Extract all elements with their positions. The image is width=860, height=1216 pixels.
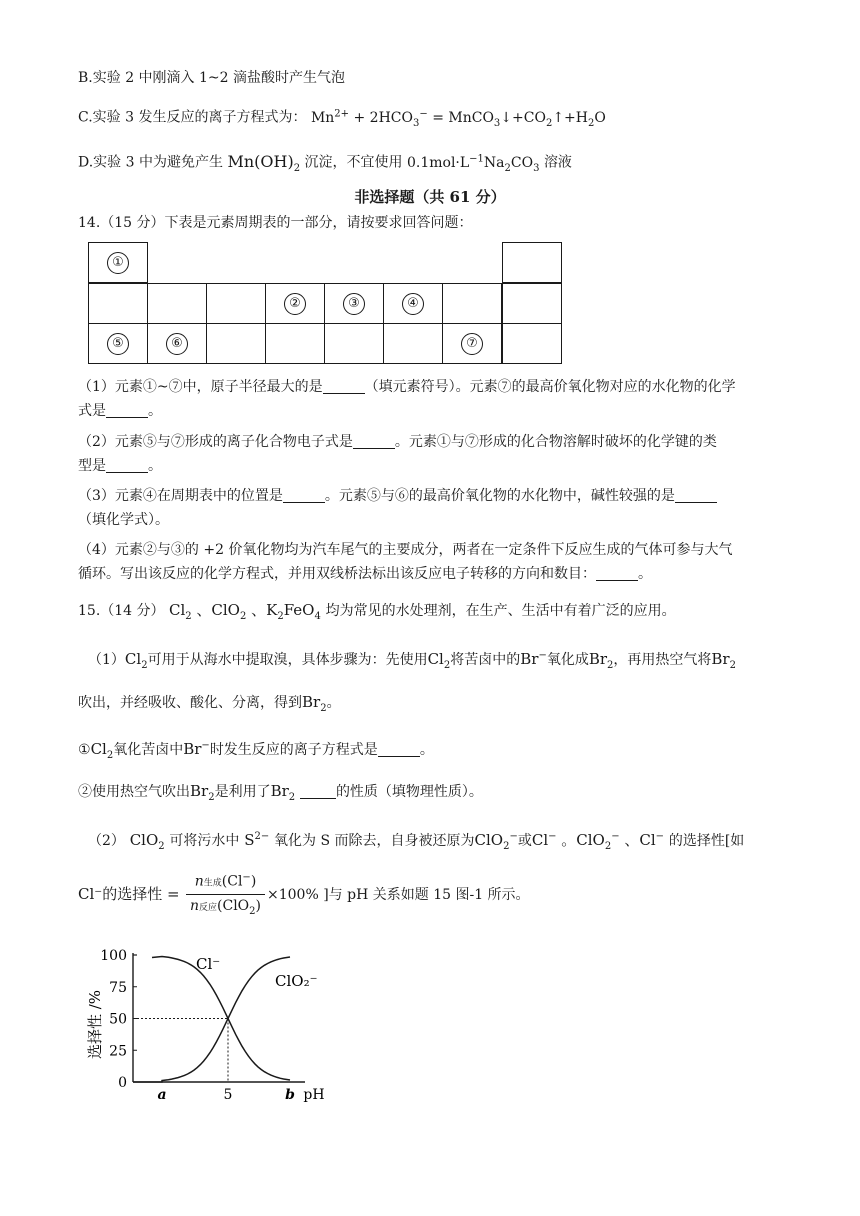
q14-p1b: （填元素符号）。元素⑦的最高价氧化物对应的水化物的化学 <box>364 379 736 395</box>
q14-part4-line1: （4）元素②与③的 +2 价氧化物均为汽车尾气的主要成分，两者在一定条件下反应生成的气体可参与大气 <box>78 542 733 558</box>
table-cell <box>88 283 148 324</box>
q15-p2e: 的选择性[如 <box>668 833 745 849</box>
q15-p1a: （1） <box>88 652 125 668</box>
q15-header <box>78 600 676 627</box>
table-cell <box>88 323 148 364</box>
q15-sub1c: 时发生反应的离子方程式是 <box>209 742 378 758</box>
table-cell <box>206 283 266 324</box>
q14-header: 14.（15 分）下表是元素周期表的一部分，请按要求回答问题： <box>78 215 473 231</box>
q14-p4b: 循环。写出该反应的化学方程式，并用双线桥法标出该反应电子转移的方向和数目： <box>78 566 596 582</box>
table-cell <box>206 323 266 364</box>
period: 。 <box>326 695 341 711</box>
option-d-suffix: 溶液 <box>543 154 572 171</box>
answer-blank[interactable] <box>378 742 420 757</box>
table-cell <box>502 323 562 364</box>
q15-p1b: 可用于从海水中提取溴，具体步骤为：先使用 <box>147 652 428 668</box>
y-axis-label: 选择性 /% <box>86 989 104 1060</box>
element-label-5: ⑤ <box>107 333 129 355</box>
table-cell <box>383 283 443 324</box>
answer-blank[interactable] <box>353 434 395 449</box>
q15-sub2: ②使用热空气吹出$Br_2$是利用了$Br_2$ 的性质（填物理性质）。 <box>78 782 483 803</box>
q14-part3-line2: （填化学式）。 <box>78 512 169 528</box>
element-label-7: ⑦ <box>461 333 483 355</box>
option-b: B.实验 2 中刚滴入 1~2 滴盐酸时产生气泡 <box>78 70 345 86</box>
q15-sub1b: 氧化苦卤中 <box>113 742 184 758</box>
table-cell <box>265 323 325 364</box>
series-clo2-curve <box>133 957 290 1082</box>
q15-p2d: 或 <box>517 833 532 849</box>
x-tick-label: b <box>285 1087 295 1103</box>
q15-suffix: 均为常见的水处理剂，在生产、生活中有着广泛的应用。 <box>325 603 676 619</box>
period: 。 <box>148 458 162 474</box>
table-cell <box>324 283 384 324</box>
table-cell <box>502 242 562 283</box>
table-cell <box>265 283 325 324</box>
q14-part4-line2 <box>78 564 652 584</box>
option-d-prefix: D.实验 3 中为避免产生 <box>78 154 223 171</box>
answer-blank[interactable] <box>300 784 336 799</box>
q14-p2b: 。元素①与⑦形成的化合物溶解时破坏的化学键的类 <box>394 434 717 450</box>
q14-p2c: 型是 <box>78 458 106 474</box>
mn-oh2: $Mn(OH)_2$ <box>227 151 301 174</box>
table-cell <box>324 323 384 364</box>
q14-p1c: 式是 <box>78 403 106 419</box>
q15-part1-line2: 吹出，并经吸收、酸化、分离，得到$Br_2$。 <box>78 693 341 714</box>
y-tick-label: 50 <box>109 1011 127 1028</box>
series-label-cl: Cl⁻ <box>196 955 221 973</box>
q14-part2-line1 <box>78 432 717 452</box>
q15-p1c: 将苦卤中的 <box>450 652 521 668</box>
q15-p1d: 氧化成 <box>546 652 589 668</box>
q15-sub2a: ②使用热空气吹出 <box>78 784 190 800</box>
period: 。 <box>148 403 162 419</box>
q15-p1e: ，再用热空气将 <box>613 652 712 668</box>
table-cell <box>502 283 562 324</box>
answer-blank[interactable] <box>106 458 148 473</box>
element-label-6: ⑥ <box>166 333 188 355</box>
table-cell <box>88 242 148 283</box>
q14-p3b: 。元素⑤与⑥的最高价氧化物的水化物中，碱性较强的是 <box>324 488 675 504</box>
answer-blank[interactable] <box>675 488 717 503</box>
q15-prefix: 15.（14 分） <box>78 603 165 619</box>
element-label-4: ④ <box>402 293 424 315</box>
table-cell <box>147 283 207 324</box>
q14-part3-line1 <box>78 486 717 506</box>
q14-part1-line1 <box>78 377 736 397</box>
option-d-mid: 沉淀，不宜使用 <box>304 154 403 171</box>
y-tick-label: 75 <box>109 979 127 996</box>
option-c-label: C.实验 3 发生反应的离子方程式为： <box>78 109 307 126</box>
option-c <box>78 104 606 133</box>
selectivity-fraction: $\frac{n生成(Cl^-)}{n反应(ClO_2)}$ <box>186 867 265 923</box>
y-tick-label: 25 <box>109 1043 127 1060</box>
q15-sub1: $①Cl_2$氧化苦卤中Br−时发生反应的离子方程式是 。 <box>78 740 434 761</box>
table-cell <box>383 323 443 364</box>
q14-p2a: （2）元素⑤与⑦形成的离子化合物电子式是 <box>78 434 353 450</box>
selectivity-ph-chart <box>0 940 860 1140</box>
sel-num-sub: 生成 <box>203 878 222 889</box>
q15-p2b: 可将污水中 <box>169 833 240 849</box>
element-label-2: ② <box>284 293 306 315</box>
table-cell <box>442 283 502 324</box>
na2co3-conc: $0.1mol\cdot L^{-1}Na_2CO_3$ <box>406 153 540 174</box>
q15-sub2c: 的性质（填物理性质）。 <box>335 784 483 800</box>
q14-p1a: （1）元素①~⑦中，原子半径最大的是 <box>78 379 323 395</box>
answer-blank[interactable] <box>106 403 148 418</box>
q14-part1-line2 <box>78 401 162 421</box>
period: 。 <box>419 742 434 758</box>
table-cell <box>442 323 502 364</box>
q15-part2-line1: （2） ClO$_2$ 可将污水中 $S^{2-}$ 氧化为 S 而除去，自身被还原为ClO$_2$−或Cl− 。ClO$_2$− 、Cl− 的选择性[如 <box>88 831 745 852</box>
q15-p2a: （2） <box>88 833 125 849</box>
y-tick-label: 100 <box>100 948 127 964</box>
y-tick-label: 0 <box>118 1075 127 1091</box>
q15-selectivity-formula <box>78 866 530 922</box>
q15-sub1a: ① <box>78 742 91 758</box>
x-tick-label: a <box>157 1087 167 1103</box>
sel-suffix: ×100% ]与 pH 关系如题 15 图-1 所示。 <box>267 887 530 903</box>
q15-sub2b: 是利用了 <box>214 784 271 800</box>
table-cell <box>147 323 207 364</box>
answer-blank[interactable] <box>283 488 325 503</box>
element-label-1: ① <box>107 252 129 274</box>
q15-p1f: 吹出，并经吸收、酸化、分离，得到 <box>78 695 302 711</box>
q15-agents: $Cl_2$ 、ClO$_2$ 、$K_2FeO_4$ <box>168 601 321 622</box>
option-c-equation: $Mn^{2+} + 2HCO_3^-$ = $MnCO_3↓+CO_2↑+H_2O$ <box>310 108 606 129</box>
series-label-clo2: ClO₂⁻ <box>275 972 318 990</box>
q15-part1-line1: $(1)Cl_2$可用于从海水中提取溴，具体步骤为：先使用$Cl_2$将苦卤中的Br−氧化成$Br_2$，再用热空气将$Br_2$ <box>88 650 736 671</box>
section-title: 非选择题（共 61 分） <box>354 188 506 206</box>
sel-prefix: Cl⁻的选择性 = <box>78 885 180 903</box>
sel-den-sub: 反应 <box>199 903 218 914</box>
answer-blank[interactable] <box>323 379 365 394</box>
x-axis-label: pH <box>303 1087 325 1103</box>
x-tick-label: 5 <box>223 1087 233 1103</box>
q15-p2c: 氧化为 S 而除去，自身被还原为 <box>274 833 475 849</box>
chart-curves <box>133 957 290 1083</box>
q14-p3a: （3）元素④在周期表中的位置是 <box>78 488 283 504</box>
element-label-3: ③ <box>343 293 365 315</box>
period: 。 <box>638 566 652 582</box>
option-d <box>78 149 572 179</box>
answer-blank[interactable] <box>596 566 638 581</box>
q14-part2-line2 <box>78 456 162 476</box>
